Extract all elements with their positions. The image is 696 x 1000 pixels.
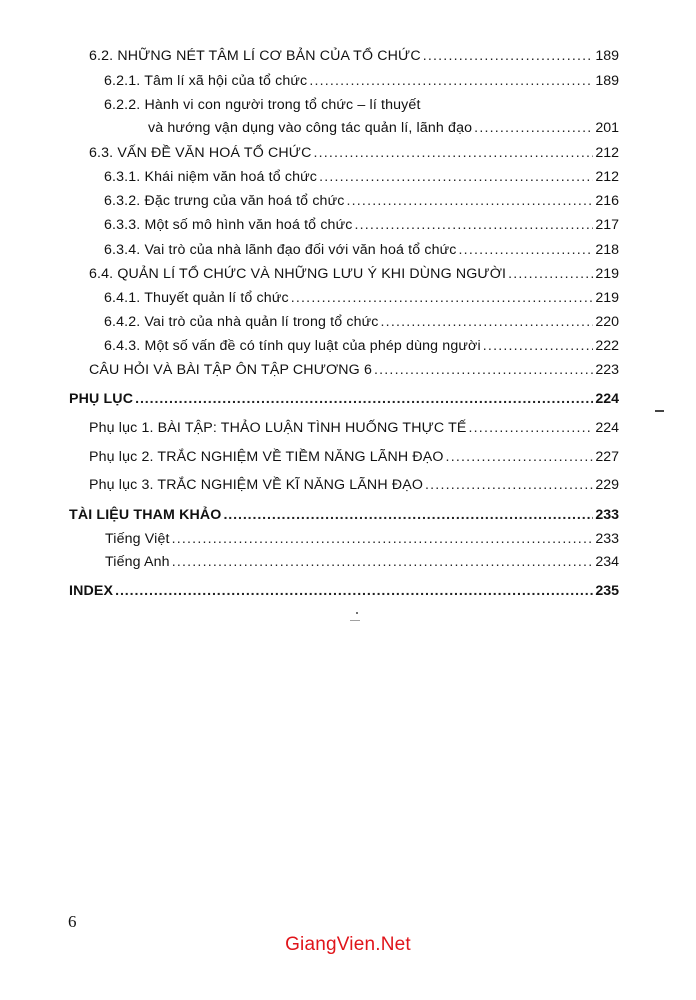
dot-leader	[483, 337, 594, 355]
toc-page-number: 229	[595, 477, 619, 493]
dot-leader	[355, 216, 594, 234]
toc-page-number: 189	[595, 73, 619, 89]
toc-entry	[89, 361, 619, 379]
scan-mark	[655, 410, 664, 412]
toc-entry-label: 6.4.2. Vai trò của nhà quản lí trong tổ chức	[104, 314, 379, 330]
toc-page-number: 189	[595, 48, 619, 64]
toc-entry	[148, 119, 619, 137]
toc-entry	[89, 448, 619, 466]
toc-entry	[69, 390, 619, 408]
toc-page-number: 224	[595, 420, 619, 436]
dot-leader	[172, 530, 594, 548]
toc-entry	[69, 582, 619, 600]
dot-leader	[508, 265, 593, 283]
dot-leader	[423, 47, 594, 65]
dot-leader	[459, 241, 594, 259]
toc-entry-label: 6.3.2. Đặc trưng của văn hoá tổ chức	[104, 193, 345, 209]
toc-entry-label: Tiếng Việt	[105, 531, 170, 547]
toc-entry-label: INDEX	[69, 583, 114, 599]
toc-entry-label: 6.3.4. Vai trò của nhà lãnh đạo đối với văn hoá tổ chức	[104, 242, 457, 258]
dot-leader	[313, 144, 593, 162]
toc-entry-label: 6.2.2. Hành vi con người trong tổ chức – lí thuyết	[104, 97, 421, 113]
toc-entry-label: 6.4.1. Thuyết quản lí tổ chức	[104, 290, 289, 306]
toc-entry	[69, 506, 619, 524]
scan-mark	[356, 612, 358, 614]
toc-entry	[104, 313, 619, 331]
dot-leader	[223, 506, 593, 524]
toc-entry-label: Tiếng Anh	[105, 554, 170, 570]
toc-entry	[89, 47, 619, 65]
toc-entry-label: TÀI LIỆU THAM KHẢO	[69, 507, 222, 523]
toc-entry-label: Phụ lục 3. TRẮC NGHIỆM VỀ KĨ NĂNG LÃNH ĐẠO	[89, 477, 424, 493]
toc-entry	[105, 530, 619, 548]
dot-leader	[374, 361, 593, 379]
toc-entry-label: 6.3.3. Một số mô hình văn hoá tổ chức	[104, 217, 353, 233]
toc-entry	[105, 553, 619, 571]
dot-leader	[469, 419, 594, 437]
toc-page-number: 220	[595, 314, 619, 330]
toc-entry	[89, 419, 619, 437]
toc-page-number: 224	[595, 391, 619, 407]
dot-leader	[115, 582, 593, 600]
toc-entry	[104, 72, 619, 90]
toc-entry-label: PHỤ LỤC	[69, 391, 134, 407]
page-number: 6	[68, 912, 77, 931]
toc-entry-label: 6.4. QUẢN LÍ TỔ CHỨC VÀ NHỮNG LƯU Ý KHI DÙNG NGƯỜI	[89, 266, 507, 282]
dot-leader	[172, 553, 594, 571]
toc-page-number: 217	[595, 217, 619, 233]
toc-entry	[89, 476, 619, 494]
toc-entry-label: Phụ lục 1. BÀI TẬP: THẢO LUẬN TÌNH HUỐNG THỰC TẾ	[89, 420, 467, 436]
toc-page-number: 219	[595, 290, 619, 306]
toc-entry	[104, 192, 619, 210]
toc-entry	[104, 289, 619, 307]
toc-page-number: 212	[595, 145, 619, 161]
dot-leader	[425, 476, 593, 494]
toc-entry-label: Phụ lục 2. TRẮC NGHIỆM VỀ TIỀM NĂNG LÃNH ĐẠO	[89, 449, 444, 465]
watermark: GiangVien.Net	[285, 934, 411, 955]
dot-leader	[347, 192, 594, 210]
dot-leader	[446, 448, 594, 466]
toc-entry-continuation: và hướng vận dụng vào công tác quản lí, lãnh đạo	[148, 120, 473, 136]
toc-entry-label: 6.2.1. Tâm lí xã hội của tổ chức	[104, 73, 308, 89]
toc-page-number: 233	[595, 531, 619, 547]
toc-entry-label: 6.3.1. Khái niệm văn hoá tổ chức	[104, 169, 318, 185]
dot-leader	[381, 313, 594, 331]
toc-entry	[104, 216, 619, 234]
dot-leader	[474, 119, 593, 137]
toc-entry	[89, 265, 619, 283]
dot-leader	[291, 289, 594, 307]
toc-page-number: 223	[595, 362, 619, 378]
dot-leader	[319, 168, 593, 186]
toc-page-number: 222	[595, 338, 619, 354]
toc-page-number: 216	[595, 193, 619, 209]
toc-page-number: 234	[595, 554, 619, 570]
toc-entry-label: CÂU HỎI VÀ BÀI TẬP ÔN TẬP CHƯƠNG 6	[89, 362, 372, 378]
toc-entry-label: 6.3. VẤN ĐỀ VĂN HOÁ TỔ CHỨC	[89, 145, 312, 161]
scan-mark	[350, 620, 360, 621]
toc-page-number: 218	[595, 242, 619, 258]
toc-page-number: 235	[595, 583, 619, 599]
toc-page-number: 227	[595, 449, 619, 465]
toc-page-number: 201	[595, 120, 619, 136]
toc-entry-label: 6.2. NHỮNG NÉT TÂM LÍ CƠ BẢN CỦA TỔ CHỨC	[89, 48, 421, 64]
toc-entry-label: 6.4.3. Một số vấn đề có tính quy luật của phép dùng người	[104, 338, 481, 354]
toc-page-number: 233	[595, 507, 619, 523]
dot-leader	[135, 390, 593, 408]
toc-entry	[104, 337, 619, 355]
toc-entry	[104, 241, 619, 259]
toc-entry	[104, 168, 619, 186]
toc-page-number: 212	[595, 169, 619, 185]
toc-entry	[89, 144, 619, 162]
dot-leader	[309, 72, 593, 90]
toc-page-number: 219	[595, 266, 619, 282]
